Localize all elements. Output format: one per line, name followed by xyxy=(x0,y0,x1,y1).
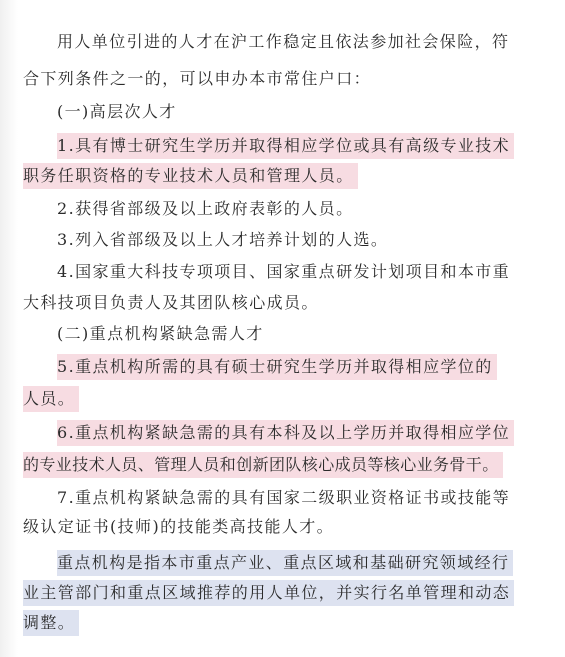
item-1-line-1 xyxy=(57,133,514,159)
item-2-line xyxy=(57,198,353,220)
item-7-line-2 xyxy=(23,516,334,538)
item-3-line xyxy=(57,229,388,251)
item-6-highlight-2: 的专业技术人员、管理人员和创新团队核心成员等核心业务骨干。 xyxy=(23,452,503,478)
item-7-line-1 xyxy=(57,487,510,509)
note-line-1 xyxy=(57,550,513,576)
item-4-line-1 xyxy=(57,261,510,283)
item-4-line-2 xyxy=(23,292,319,314)
item-1-line-2 xyxy=(23,163,358,189)
intro-line-2 xyxy=(23,68,371,90)
section-1-heading xyxy=(57,101,177,123)
intro-line-1 xyxy=(57,31,509,53)
item-1-highlight-2: 职务任职资格的专业技术人员和管理人员。 xyxy=(23,163,358,189)
item-6-highlight-1: 6.重点机构紧缺急需的具有本科及以上学历并取得相应学位 xyxy=(57,420,514,446)
section-1-heading-text: (一)高层次人才 xyxy=(57,102,177,121)
item-5-line-1 xyxy=(57,354,497,380)
note-highlight-2: 业主管部门和重点区域推荐的用人单位，并实行名单管理和动态 xyxy=(23,580,514,606)
section-2-heading-text: (二)重点机构紧缺急需人才 xyxy=(57,324,264,343)
item-5-highlight-1: 5.重点机构所需的具有硕士研究生学历并取得相应学位的 xyxy=(57,354,497,380)
item-4-text-1: 4.国家重大科技专项项目、国家重点研发计划项目和本市重 xyxy=(57,262,511,281)
item-6-line-2 xyxy=(23,452,503,478)
item-2-text: 2.获得省部级及以上政府表彰的人员。 xyxy=(57,199,354,218)
note-line-3 xyxy=(23,610,79,636)
intro-text-1: 用人单位引进的人才在沪工作稳定且依法参加社会保险，符 xyxy=(57,32,510,51)
item-3-text: 3.列入省部级及以上人才培养计划的人选。 xyxy=(57,230,389,249)
section-2-heading xyxy=(57,323,264,345)
item-5-highlight-2: 人员。 xyxy=(23,386,79,412)
note-highlight-1: 重点机构是指本市重点产业、重点区域和基础研究领域经行 xyxy=(57,550,513,576)
intro-text-2: 合下列条件之一的，可以申办本市常住户口： xyxy=(23,69,372,88)
note-highlight-3: 调整。 xyxy=(23,610,79,636)
item-6-line-1 xyxy=(57,420,514,446)
item-7-text-1: 7.重点机构紧缺急需的具有国家二级职业资格证书或技能等 xyxy=(57,488,511,507)
item-7-text-2: 级认定证书(技师)的技能类高技能人才。 xyxy=(23,517,335,536)
item-5-line-2 xyxy=(23,386,79,412)
item-4-text-2: 大科技项目负责人及其团队核心成员。 xyxy=(23,293,319,312)
note-line-2 xyxy=(23,580,514,606)
item-1-highlight-1: 1.具有博士研究生学历并取得相应学位或具有高级专业技术 xyxy=(57,133,514,159)
scan-edge-shading xyxy=(0,0,18,657)
